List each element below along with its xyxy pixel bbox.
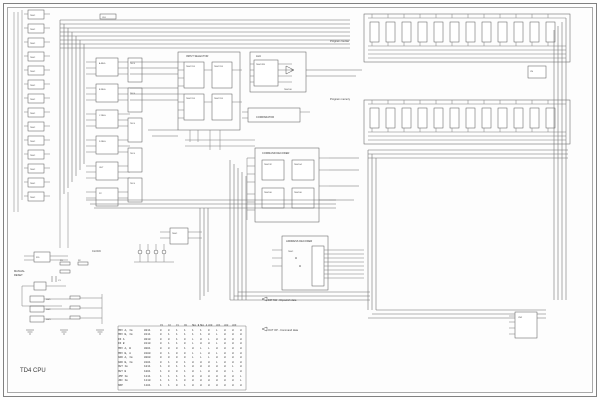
instruction-bit: H — [224, 351, 226, 355]
instruction-table-col-header: LD2 — [224, 324, 229, 327]
instruction-bit: L — [200, 356, 202, 360]
instruction-bit: 1 — [160, 374, 162, 378]
mid-logic-group — [134, 228, 202, 262]
instruction-bit: 0 — [168, 365, 170, 369]
sheet-title: TD4 CPU — [20, 368, 46, 374]
svg-text:74HC00: 74HC00 — [294, 192, 302, 194]
svg-text:CLOCK: CLOCK — [92, 250, 101, 253]
instruction-bit: L — [192, 337, 194, 341]
instruction-mnemonic: JMP Im — [118, 374, 128, 378]
instruction-bit: H — [240, 383, 242, 387]
svg-text:74HC: 74HC — [30, 57, 36, 59]
instruction-bit: 1 — [176, 379, 178, 383]
instruction-mnemonic: MOV B, A — [118, 351, 131, 355]
instruction-bit: 0 — [176, 360, 178, 364]
svg-text:CLK: CLK — [102, 17, 107, 19]
instruction-bit: 1 — [200, 328, 202, 332]
instruction-table-col-header: SEL B — [192, 324, 200, 327]
block-input-selector — [178, 52, 255, 150]
instruction-mnemonic: NOP — [118, 383, 123, 387]
svg-text:74HC: 74HC — [288, 251, 294, 253]
instruction-bit: H — [208, 365, 210, 369]
instruction-bit: L — [208, 356, 210, 360]
svg-text:COMPARATOR: COMPARATOR — [256, 116, 275, 119]
instruction-bit: H — [200, 365, 202, 369]
instruction-bit: H — [240, 360, 242, 364]
instruction-bit: 1 — [168, 383, 170, 387]
clock-circuit — [14, 192, 104, 334]
instruction-bit: H — [240, 356, 242, 360]
instruction-bit: 1 — [200, 333, 202, 337]
svg-text:ALU: ALU — [256, 55, 262, 58]
instruction-bit: L — [240, 379, 242, 383]
instruction-bit: 1 — [168, 360, 170, 364]
svg-text:PC: PC — [99, 193, 102, 195]
svg-text:74LS: 74LS — [130, 153, 135, 155]
instruction-opcode: 0010 — [144, 337, 151, 341]
instruction-bit: H — [216, 379, 218, 383]
instruction-bit: 1 — [176, 374, 178, 378]
instruction-bit: 0 — [176, 346, 178, 350]
svg-text:74HC: 74HC — [30, 113, 36, 115]
svg-text:74HC: 74HC — [30, 43, 36, 45]
instruction-bit: H — [208, 379, 210, 383]
instruction-opcode: 1111 — [144, 374, 151, 378]
svg-text:74HC: 74HC — [30, 15, 36, 17]
instruction-bit: H — [232, 333, 234, 337]
instruction-bit: H — [200, 374, 202, 378]
svg-text:SW2: SW2 — [46, 309, 51, 311]
instruction-bit: H — [240, 369, 242, 373]
instruction-bit: L — [232, 369, 234, 373]
instruction-bit: 0 — [160, 346, 162, 350]
program-counter-array — [330, 14, 570, 62]
instruction-bit: 0 — [160, 360, 162, 364]
instruction-bit: 0 — [168, 328, 170, 332]
instruction-bit: 0 — [184, 342, 186, 346]
instruction-bit: H — [232, 374, 234, 378]
svg-text:74HC283: 74HC283 — [256, 64, 265, 66]
instruction-bit: H — [232, 379, 234, 383]
instruction-mnemonic: JNC Im — [118, 379, 128, 383]
svg-text:74HC: 74HC — [30, 141, 36, 143]
instruction-mnemonic: IN A — [118, 337, 125, 341]
svg-text:74LS: 74LS — [130, 63, 135, 65]
svg-text:74HC: 74HC — [172, 233, 178, 235]
instruction-mnemonic: MOV A, B — [118, 346, 131, 350]
instruction-mnemonic: OUT Im — [118, 365, 128, 369]
instruction-bit: H — [192, 346, 194, 350]
instruction-bit: L — [192, 351, 194, 355]
instruction-bit: L — [192, 342, 194, 346]
instruction-mnemonic: IN B — [118, 342, 125, 346]
instruction-bit: H — [208, 369, 210, 373]
instruction-bit: H — [208, 383, 210, 387]
instruction-bit: 1 — [168, 333, 170, 337]
svg-text:74LS: 74LS — [130, 183, 135, 185]
instruction-bit: 1 — [184, 374, 186, 378]
block-command-decoder — [247, 148, 329, 222]
instruction-bit: 0 — [160, 337, 162, 341]
instruction-bit: 0 — [176, 369, 178, 373]
instruction-bit: H — [224, 365, 226, 369]
instruction-bit: H — [232, 356, 234, 360]
instruction-bit: 0 — [184, 379, 186, 383]
instruction-bit: 1 — [176, 342, 178, 346]
instruction-bit: H — [208, 351, 210, 355]
instruction-bit: 0 — [208, 328, 210, 332]
instruction-bit: H — [200, 342, 202, 346]
instruction-bit: 0 — [168, 346, 170, 350]
instruction-opcode: 0111 — [144, 333, 151, 337]
instruction-mnemonic: MOV A, Im — [118, 328, 133, 332]
instruction-bit: 1 — [160, 379, 162, 383]
instruction-bit: 0 — [184, 356, 186, 360]
instruction-bit: H — [224, 360, 226, 364]
instruction-bit: 1 — [160, 365, 162, 369]
instruction-bit: L — [216, 360, 218, 364]
svg-text:74HC: 74HC — [30, 183, 36, 185]
instruction-bit: L — [216, 342, 218, 346]
instruction-bit: 1 — [184, 346, 186, 350]
instruction-bit: H — [240, 346, 242, 350]
left-component-column — [14, 10, 50, 212]
svg-text:74HC153: 74HC153 — [214, 98, 223, 100]
svg-text:74HC: 74HC — [30, 169, 36, 171]
instruction-table-col-header: LD0 — [208, 324, 213, 327]
instruction-bit: H — [224, 356, 226, 360]
instruction-bit: H — [208, 360, 210, 364]
instruction-bit: H — [192, 379, 194, 383]
instruction-bit: L — [208, 337, 210, 341]
instruction-bit: 0 — [176, 356, 178, 360]
svg-text:B REG: B REG — [99, 89, 106, 91]
instruction-bit: H — [216, 365, 218, 369]
instruction-bit: 1 — [184, 360, 186, 364]
instruction-bit: 0 — [160, 351, 162, 355]
svg-text:555: 555 — [36, 257, 40, 259]
instruction-bit: L — [208, 346, 210, 350]
instruction-bit: H — [240, 333, 242, 337]
instruction-opcode: 0110 — [144, 342, 151, 346]
instruction-table-col-header: LD1 — [216, 324, 221, 327]
svg-text:74HC: 74HC — [30, 71, 36, 73]
instruction-bit: 0 — [176, 383, 178, 387]
instruction-bit: L — [232, 365, 234, 369]
instruction-bit: 1 — [184, 365, 186, 369]
instruction-opcode: 1101 — [144, 383, 151, 387]
svg-text:74HC: 74HC — [30, 99, 36, 101]
instruction-bit: 0 — [168, 356, 170, 360]
instruction-bit: L — [200, 346, 202, 350]
svg-text:DIP SW - Dipswitch data: DIP SW - Dipswitch data — [268, 299, 297, 302]
instruction-bit: 1 — [184, 383, 186, 387]
svg-text:ADDRESS DECODER: ADDRESS DECODER — [286, 240, 313, 243]
block-alu — [250, 52, 306, 92]
instruction-mnemonic: OUT B — [118, 369, 127, 373]
instruction-bit: 1 — [192, 333, 194, 337]
svg-text:74HC32: 74HC32 — [264, 164, 272, 166]
instruction-bit: H — [224, 342, 226, 346]
instruction-bit: 1 — [168, 374, 170, 378]
svg-text:74HC00: 74HC00 — [284, 89, 292, 91]
instruction-bit: H — [192, 374, 194, 378]
instruction-bit: H — [240, 328, 242, 332]
svg-text:74HC153: 74HC153 — [214, 66, 223, 68]
svg-text:C REG: C REG — [99, 115, 106, 117]
instruction-bit: 0 — [160, 333, 162, 337]
instruction-bit: H — [224, 379, 226, 383]
instruction-table-col-header: C1 — [176, 324, 179, 327]
block-comparator — [242, 108, 310, 122]
instruction-table-col-header: C3 — [160, 324, 163, 327]
svg-text:CN: CN — [530, 71, 534, 73]
instruction-bit: L — [216, 328, 218, 332]
instruction-bit: H — [224, 369, 226, 373]
instruction-bit: H — [200, 360, 202, 364]
svg-text:OUT: OUT — [99, 167, 104, 169]
svg-text:COMMAND DECODER: COMMAND DECODER — [262, 152, 290, 155]
instruction-bit: H — [224, 333, 226, 337]
right-connector — [509, 66, 546, 338]
instruction-mnemonic: ADD A, Im — [118, 356, 133, 360]
instruction-table-col-header: SEL A — [200, 324, 208, 327]
instruction-opcode: 0011 — [144, 328, 151, 332]
register-column-2 — [86, 58, 142, 206]
instruction-bit: 0 — [184, 337, 186, 341]
instruction-bit: H — [232, 360, 234, 364]
instruction-bit: 1 — [168, 379, 170, 383]
instruction-bit: H — [224, 337, 226, 341]
instruction-opcode: 0100 — [144, 351, 151, 355]
instruction-bit: H — [224, 328, 226, 332]
instruction-bit: H — [240, 337, 242, 341]
instruction-bit: 1 — [184, 328, 186, 332]
instruction-mnemonic: ADD B, Im — [118, 360, 133, 364]
svg-text:74HC00: 74HC00 — [264, 192, 272, 194]
svg-text:SW1: SW1 — [46, 299, 51, 301]
instruction-bit: L — [192, 356, 194, 360]
instruction-bit: H — [200, 383, 202, 387]
instruction-bit: 1 — [168, 351, 170, 355]
instruction-bit: H — [208, 333, 210, 337]
instruction-bit: H — [216, 337, 218, 341]
instruction-bit: H — [216, 383, 218, 387]
instruction-bit: H — [200, 379, 202, 383]
instruction-bit: 1 — [176, 337, 178, 341]
svg-text:R2: R2 — [78, 260, 81, 262]
instruction-bit: 1 — [184, 369, 186, 373]
svg-text:OUT OP - Command data: OUT OP - Command data — [268, 329, 298, 332]
instruction-bit: H — [192, 369, 194, 373]
instruction-table-row — [118, 384, 248, 389]
instruction-bit: H — [232, 342, 234, 346]
instruction-bit: L — [200, 351, 202, 355]
instruction-bit: H — [232, 337, 234, 341]
instruction-bit: 1 — [184, 333, 186, 337]
svg-text:74HC: 74HC — [30, 29, 36, 31]
svg-text:74HC153: 74HC153 — [186, 66, 195, 68]
instruction-bit: H — [240, 342, 242, 346]
instruction-bit: L — [216, 351, 218, 355]
instruction-bit: 1 — [176, 328, 178, 332]
instruction-bit: 0 — [168, 337, 170, 341]
instruction-bit: H — [240, 365, 242, 369]
svg-text:74HC153: 74HC153 — [186, 98, 195, 100]
instruction-bit: H — [216, 369, 218, 373]
instruction-bit: 0 — [160, 328, 162, 332]
svg-text:CN2: CN2 — [518, 317, 523, 319]
instruction-bit: H — [216, 356, 218, 360]
svg-text:D REG: D REG — [99, 141, 106, 143]
svg-text:74HC04: 74HC04 — [294, 164, 302, 166]
svg-text:Program counter: Program counter — [330, 40, 350, 43]
instruction-bit: 1 — [176, 333, 178, 337]
svg-text:74HC: 74HC — [30, 155, 36, 157]
instruction-opcode: 1001 — [144, 369, 151, 373]
instruction-bit: H — [200, 337, 202, 341]
svg-text:R1: R1 — [60, 260, 63, 262]
instruction-bit: H — [232, 328, 234, 332]
instruction-bit: H — [224, 346, 226, 350]
program-memory-array — [330, 18, 570, 318]
instruction-opcode: 0101 — [144, 360, 151, 364]
instruction-bit: 0 — [168, 369, 170, 373]
instruction-bit: 1 — [176, 365, 178, 369]
svg-text:A REG: A REG — [99, 63, 106, 65]
svg-text:74HC: 74HC — [30, 85, 36, 87]
instruction-bit: 1 — [160, 383, 162, 387]
instruction-table-col-header: LD3 — [232, 324, 237, 327]
instruction-bit: 1 — [168, 342, 170, 346]
svg-text:MANUAL: MANUAL — [14, 270, 25, 273]
svg-text:74LS: 74LS — [130, 93, 135, 95]
svg-text:74HC: 74HC — [30, 197, 36, 199]
instruction-table-text — [118, 324, 248, 388]
instruction-table-col-header: C0 — [184, 324, 187, 327]
instruction-bit: 1 — [192, 328, 194, 332]
instruction-bit: H — [232, 383, 234, 387]
instruction-bit: H — [208, 374, 210, 378]
svg-text:INPUT SELECTOR: INPUT SELECTOR — [186, 55, 209, 58]
instruction-bit: L — [200, 369, 202, 373]
instruction-bit: H — [224, 374, 226, 378]
instruction-opcode: 1110 — [144, 379, 151, 383]
svg-text:RESET: RESET — [14, 274, 23, 277]
instruction-bit: H — [240, 351, 242, 355]
instruction-bit: H — [224, 383, 226, 387]
instruction-bit: 0 — [160, 356, 162, 360]
instruction-mnemonic: MOV B, Im — [118, 333, 133, 337]
svg-text:SW3: SW3 — [46, 319, 51, 321]
svg-text:Program memory: Program memory — [330, 98, 351, 101]
instruction-bit: H — [216, 346, 218, 350]
instruction-bit: H — [192, 383, 194, 387]
instruction-bit: 1 — [160, 369, 162, 373]
instruction-opcode: 1011 — [144, 365, 151, 369]
instruction-bit: 0 — [176, 351, 178, 355]
instruction-bit: 0 — [160, 342, 162, 346]
instruction-table-body — [118, 329, 248, 389]
svg-text:74HC: 74HC — [30, 127, 36, 129]
instruction-bit: H — [192, 360, 194, 364]
instruction-bit: 0 — [184, 351, 186, 355]
instruction-bit: H — [216, 374, 218, 378]
instruction-bit: L — [216, 333, 218, 337]
instruction-table-col-header: C2 — [168, 324, 171, 327]
instruction-bit: H — [232, 346, 234, 350]
instruction-bit: H — [192, 365, 194, 369]
instruction-bit: L — [240, 374, 242, 378]
instruction-bit: H — [208, 342, 210, 346]
instruction-bit: H — [232, 351, 234, 355]
instruction-opcode: 0000 — [144, 356, 151, 360]
svg-text:74LS: 74LS — [130, 123, 135, 125]
block-address-decoder — [272, 236, 364, 290]
svg-text:C1: C1 — [58, 280, 61, 282]
instruction-opcode: 0001 — [144, 346, 151, 350]
